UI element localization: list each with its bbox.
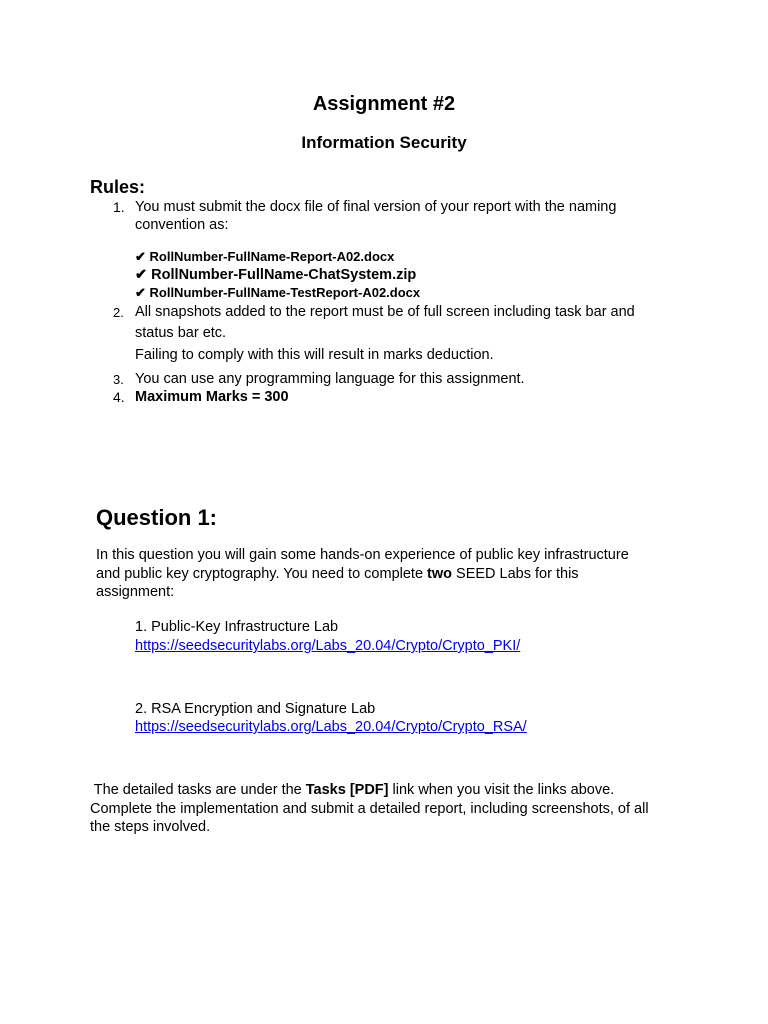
question-heading: Question 1: [96, 505, 218, 530]
page-subtitle: Information Security [301, 133, 467, 152]
checklist-item-chatsystem: ✔ RollNumber-FullName-ChatSystem.zip [135, 267, 417, 283]
rule-text: You can use any programming language for this assignment. [135, 371, 525, 387]
checklist-item-testreport: ✔ RollNumber-FullName-TestReport-A02.docx [135, 285, 421, 300]
rule-text: convention as: [135, 217, 229, 233]
closing-paragraph: The detailed tasks are under the Tasks [PDF] link when you visit the links above. Complete the implementation and submit a detailed report, including screenshots, of all the steps involved. [90, 782, 649, 835]
lab-link-pki[interactable]: https://seedsecuritylabs.org/Labs_20.04/Crypto/Crypto_PKI/ [135, 638, 521, 654]
rule-text: Failing to comply with this will result in marks deduction. [135, 347, 494, 363]
rule-text: All snapshots added to the report must be of full screen including task bar and [135, 304, 635, 320]
rule-text: status bar etc. [135, 325, 227, 341]
question-intro: In this question you will gain some hands-on experience of public key infrastructure and public key cryptography. You need to complete two SEED Labs for this assignment: [96, 547, 629, 600]
rule-text-max-marks: Maximum Marks = 300 [135, 389, 289, 405]
lab-title-pki: 1. Public-Key Infrastructure Lab [135, 619, 339, 635]
checklist-item-report: ✔ RollNumber-FullName-Report-A02.docx [135, 249, 395, 264]
lab-link-rsa[interactable]: https://seedsecuritylabs.org/Labs_20.04/Crypto/Crypto_RSA/ [135, 719, 527, 735]
rule-text: You must submit the docx file of final version of your report with the naming [135, 199, 617, 215]
lab-title-rsa: 2. RSA Encryption and Signature Lab [135, 701, 376, 717]
page-title: Assignment #2 [312, 93, 456, 115]
rule-number: 4. [113, 389, 125, 405]
rule-number: 1. [113, 199, 125, 215]
rule-number: 3. [113, 372, 124, 387]
rules-heading: Rules: [90, 177, 146, 197]
rule-number: 2. [113, 305, 124, 320]
